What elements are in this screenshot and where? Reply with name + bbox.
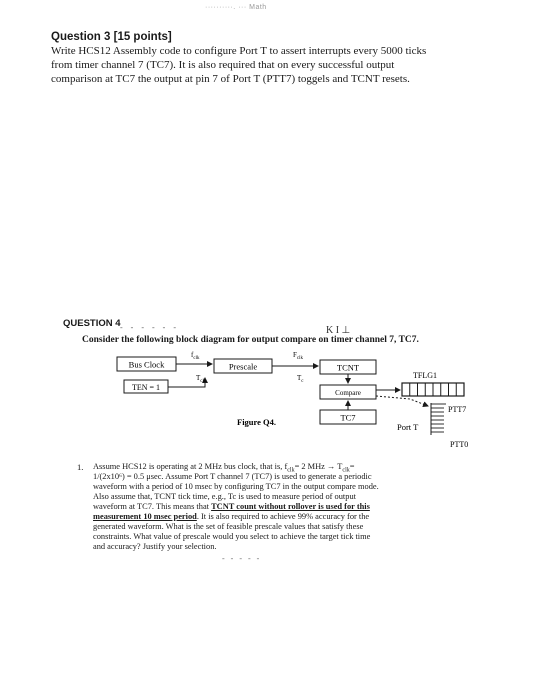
tflg1-label: TFLG1: [413, 371, 437, 380]
question3-line-2: from timer channel 7 (TC7). It is also required that on every successful output: [51, 59, 395, 71]
question3-line-1: Write HCS12 Assembly code to configure Port T to assert interrupts every 5000 ticks: [51, 45, 427, 57]
faint-dashes: - - - - - -: [120, 323, 179, 332]
handwritten-scribble: K I ⊥: [326, 325, 351, 336]
ptt7-label: PTT7: [448, 405, 467, 414]
f-clk-label: $f_{clk}$: [191, 351, 200, 361]
compare-label: Compare: [335, 389, 361, 397]
port-t-pins: [431, 403, 446, 435]
item-number: 1.: [77, 462, 84, 472]
item-line-3: waveform with a period of 10 msec by configuring TC7 in the output compare mode.: [93, 482, 379, 491]
tc7-label: TC7: [340, 412, 356, 423]
item-line-4: Also assume that, TCNT tick time, e.g., Tc is used to measure period of output: [93, 492, 356, 501]
item-line-8: constraints. What value of prescale would you select to achieve the target tick time: [93, 532, 371, 541]
question3-line-3: comparison at TC7 the output at pin 7 of Port T (PTT7) toggels and TCNT resets.: [51, 73, 410, 85]
ptt0-label: PTT0: [450, 440, 469, 449]
question3-title: Question 3 [15 points]: [51, 31, 172, 43]
item-line-2: 1/(2x10⁶) = 0.5 μsec. Assume Port T channel 7 (TC7) is used to generate a periodic: [93, 472, 372, 481]
figure-caption: Figure Q4.: [237, 417, 277, 427]
ten-label: TEN = 1: [131, 383, 161, 392]
t-c-label: $T_c$: [297, 374, 304, 384]
tcnt-label: TCNT: [336, 362, 360, 373]
item-line-1: Assume HCS12 is operating at 2 MHz bus clock, that is, $f_{clk}= 2$ MHz → $T_{clk}=$: [93, 462, 355, 474]
question4-title: QUESTION 4: [63, 318, 121, 329]
t-clk-label: $T_{clk}$: [196, 374, 207, 384]
prescale-label: Prescale: [228, 361, 258, 372]
tflg1-register: [402, 383, 464, 396]
item-line-9: and accuracy? Justify your selection.: [93, 542, 217, 551]
item-line-5: waveform at TC7. This means that TCNT count without rollover is used for this: [93, 502, 370, 511]
port-t-label: Port T: [397, 422, 419, 432]
item-line-7: generated waveform. What is the set of feasible prescale values that satisfy these: [93, 522, 364, 531]
bus-clock-label: Bus Clock: [128, 359, 165, 370]
item-line-6: measurement 10 msec period. It is also required to achieve 99% accuracy for the: [93, 512, 370, 521]
footer-faint-mark: - - - - -: [222, 554, 262, 563]
f-tclk-label: $F_{clk}$: [293, 351, 304, 361]
header-faint-text: ··········. ··· Math: [205, 4, 267, 11]
question4-subtitle: Consider the following block diagram for output compare on timer channel 7, TC7.: [82, 335, 419, 345]
